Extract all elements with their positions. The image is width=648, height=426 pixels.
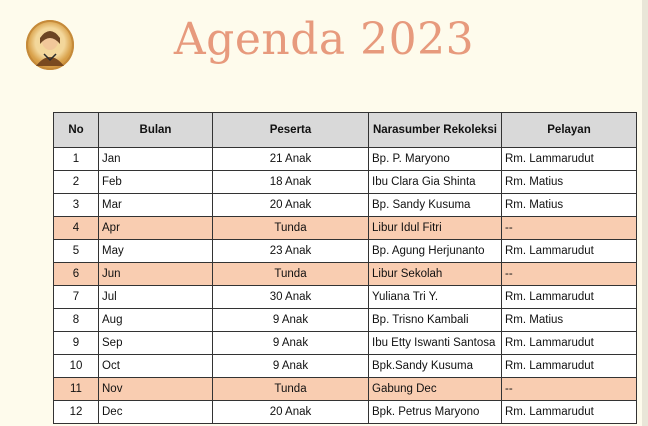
cell-narasumber: Gabung Dec xyxy=(369,378,502,401)
cell-pelayan: Rm. Lammarudut xyxy=(502,148,637,171)
cell-pelayan: Rm. Lammarudut xyxy=(502,240,637,263)
table-row xyxy=(54,263,637,286)
cell-peserta: 20 Anak xyxy=(213,401,369,424)
cell-bulan: May xyxy=(99,240,213,263)
cell-no: 8 xyxy=(54,309,99,332)
header-pelayan: Pelayan xyxy=(502,113,637,148)
cell-pelayan: -- xyxy=(502,263,637,286)
header-narasumber: Narasumber Rekoleksi xyxy=(369,113,502,148)
header-bulan: Bulan xyxy=(99,113,213,148)
cell-bulan: Jul xyxy=(99,286,213,309)
cell-no: 11 xyxy=(54,378,99,401)
cell-peserta: 9 Anak xyxy=(213,355,369,378)
cell-peserta: 9 Anak xyxy=(213,332,369,355)
cell-narasumber: Bp. Sandy Kusuma xyxy=(369,194,502,217)
cell-peserta: Tunda xyxy=(213,263,369,286)
cell-no: 10 xyxy=(54,355,99,378)
cell-bulan: Apr xyxy=(99,217,213,240)
cell-narasumber: Ibu Etty Iswanti Santosa xyxy=(369,332,502,355)
cell-peserta: 9 Anak xyxy=(213,309,369,332)
cell-peserta: 21 Anak xyxy=(213,148,369,171)
cell-pelayan: Rm. Lammarudut xyxy=(502,355,637,378)
cell-pelayan: Rm. Matius xyxy=(502,171,637,194)
table-row xyxy=(54,355,637,378)
cell-pelayan: Rm. Matius xyxy=(502,194,637,217)
cell-bulan: Feb xyxy=(99,171,213,194)
header-peserta: Peserta xyxy=(213,113,369,148)
cell-pelayan: Rm. Matius xyxy=(502,309,637,332)
cell-bulan: Mar xyxy=(99,194,213,217)
table-row xyxy=(54,378,637,401)
table-row xyxy=(54,309,637,332)
cell-narasumber: Ibu Clara Gia Shinta xyxy=(369,171,502,194)
cell-bulan: Aug xyxy=(99,309,213,332)
cell-no: 5 xyxy=(54,240,99,263)
cell-bulan: Oct xyxy=(99,355,213,378)
cell-peserta: 30 Anak xyxy=(213,286,369,309)
cell-narasumber: Bpk.Sandy Kusuma xyxy=(369,355,502,378)
cell-no: 9 xyxy=(54,332,99,355)
table-row xyxy=(54,286,637,309)
page-title: Agenda 2023 xyxy=(173,14,475,65)
cell-no: 12 xyxy=(54,401,99,424)
cell-bulan: Nov xyxy=(99,378,213,401)
table-row xyxy=(54,171,637,194)
cell-pelayan: -- xyxy=(502,378,637,401)
table-row xyxy=(54,240,637,263)
cell-no: 2 xyxy=(54,171,99,194)
cell-no: 4 xyxy=(54,217,99,240)
cell-narasumber: Bp. Trisno Kambali xyxy=(369,309,502,332)
cell-peserta: 18 Anak xyxy=(213,171,369,194)
header-no: No xyxy=(54,113,99,148)
cell-bulan: Jun xyxy=(99,263,213,286)
cell-bulan: Sep xyxy=(99,332,213,355)
cell-peserta: 20 Anak xyxy=(213,194,369,217)
table-row xyxy=(54,401,637,424)
cell-pelayan: Rm. Lammarudut xyxy=(502,401,637,424)
table-row xyxy=(54,217,637,240)
cell-peserta: 23 Anak xyxy=(213,240,369,263)
table-row xyxy=(54,194,637,217)
cell-pelayan: Rm. Lammarudut xyxy=(502,332,637,355)
cell-bulan: Jan xyxy=(99,148,213,171)
cell-no: 7 xyxy=(54,286,99,309)
table-row xyxy=(54,332,637,355)
cell-narasumber: Bpk. Petrus Maryono xyxy=(369,401,502,424)
agenda-table xyxy=(53,112,637,424)
table-row xyxy=(54,148,637,171)
cell-pelayan: -- xyxy=(502,217,637,240)
cell-narasumber: Libur Idul Fitri xyxy=(369,217,502,240)
cell-pelayan: Rm. Lammarudut xyxy=(502,286,637,309)
cell-peserta: Tunda xyxy=(213,378,369,401)
cell-bulan: Dec xyxy=(99,401,213,424)
cell-no: 6 xyxy=(54,263,99,286)
cell-narasumber: Yuliana Tri Y. xyxy=(369,286,502,309)
cell-narasumber: Bp. Agung Herjunanto xyxy=(369,240,502,263)
cell-narasumber: Bp. P. Maryono xyxy=(369,148,502,171)
table-header-row xyxy=(54,113,637,148)
cell-peserta: Tunda xyxy=(213,217,369,240)
cell-narasumber: Libur Sekolah xyxy=(369,263,502,286)
cell-no: 3 xyxy=(54,194,99,217)
cell-no: 1 xyxy=(54,148,99,171)
